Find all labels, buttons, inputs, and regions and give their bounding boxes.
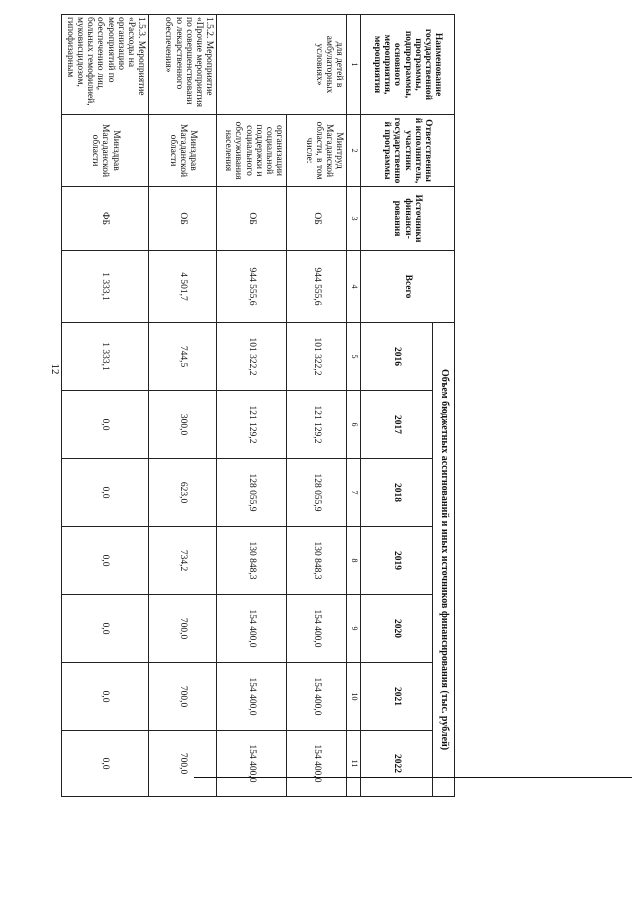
row-executor-cell: Минздрав Магаданской области bbox=[62, 115, 149, 187]
header-year: 2018 bbox=[361, 459, 433, 527]
row-value-cell: 101 322,2 bbox=[217, 323, 287, 391]
row-name-cell: 1.5.3. Мероприятие «Расходы на организацию мероприятий по обеспечению лиц, больных гемофилией, муковисцидозом, гипофизарным bbox=[62, 15, 149, 115]
header-year: 2022 bbox=[361, 731, 433, 797]
row-value-cell: 0,0 bbox=[62, 391, 149, 459]
header-year: 2019 bbox=[361, 527, 433, 595]
column-number: 2 bbox=[347, 115, 361, 187]
row-value-cell: 154 400,0 bbox=[217, 731, 287, 797]
column-number: 5 bbox=[347, 323, 361, 391]
row-value-cell: 300,0 bbox=[149, 391, 217, 459]
header-year: 2021 bbox=[361, 663, 433, 731]
header-total: Всего bbox=[361, 251, 455, 323]
row-value-cell: 128 055,9 bbox=[287, 459, 347, 527]
row-value-cell: 0,0 bbox=[62, 663, 149, 731]
row-executor-cell: организации социальной поддержки и социального обслуживания населения bbox=[217, 115, 287, 187]
row-value-cell: 130 848,3 bbox=[287, 527, 347, 595]
table-row bbox=[287, 15, 347, 797]
row-value-cell: 121 129,2 bbox=[217, 391, 287, 459]
table-row bbox=[217, 15, 287, 797]
row-name-cell: 1.5.2. Мероприятие «Прочие мероприятия по совершенствовани ю лекарственного обеспечения» bbox=[149, 15, 217, 115]
header-row-1 bbox=[433, 15, 455, 797]
row-total-cell: 944 555,6 bbox=[287, 251, 347, 323]
row-value-cell: 1 333,1 bbox=[62, 323, 149, 391]
header-executor: Ответственный исполнитель, участник государственной программы bbox=[361, 115, 455, 187]
row-value-cell: 700,0 bbox=[149, 663, 217, 731]
header-year: 2017 bbox=[361, 391, 433, 459]
row-value-cell: 700,0 bbox=[149, 595, 217, 663]
row-value-cell: 744,5 bbox=[149, 323, 217, 391]
column-number: 10 bbox=[347, 663, 361, 731]
row-value-cell: 0,0 bbox=[62, 595, 149, 663]
header-year: 2020 bbox=[361, 595, 433, 663]
row-total-cell: 1 333,1 bbox=[62, 251, 149, 323]
column-number: 6 bbox=[347, 391, 361, 459]
row-value-cell: 0,0 bbox=[62, 731, 149, 797]
column-number: 11 bbox=[347, 731, 361, 797]
row-source-cell: ФБ bbox=[62, 187, 149, 251]
row-value-cell: 154 400,0 bbox=[217, 663, 287, 731]
header-name: Наименование государственной программы, подпрограммы, основного мероприятия, мероприятия bbox=[361, 15, 455, 115]
row-source-cell: ОБ bbox=[217, 187, 287, 251]
column-numbers-row bbox=[347, 15, 361, 797]
financing-table-rotated bbox=[64, 14, 455, 796]
column-number: 4 bbox=[347, 251, 361, 323]
row-source-cell: ОБ bbox=[287, 187, 347, 251]
row-value-cell: 0,0 bbox=[62, 527, 149, 595]
row-value-cell: 101 322,2 bbox=[287, 323, 347, 391]
header-year: 2016 bbox=[361, 323, 433, 391]
row-value-cell: 154 400,0 bbox=[287, 595, 347, 663]
row-source-cell: ОБ bbox=[149, 187, 217, 251]
row-value-cell: 154 400,0 bbox=[287, 663, 347, 731]
row-value-cell: 623,0 bbox=[149, 459, 217, 527]
row-value-cell: 121 129,2 bbox=[287, 391, 347, 459]
table-row bbox=[149, 15, 217, 797]
column-number: 8 bbox=[347, 527, 361, 595]
row-value-cell: 0,0 bbox=[62, 459, 149, 527]
table-row bbox=[62, 15, 149, 797]
row-total-cell: 4 501,7 bbox=[149, 251, 217, 323]
row-value-cell: 700,0 bbox=[149, 731, 217, 797]
row-name-cell: для детей в амбулаторных условиях» bbox=[217, 15, 347, 115]
header-funding-group: Объем бюджетных ассигнований и иных источников финансирования (тыс. рублей) bbox=[433, 323, 455, 797]
financing-table bbox=[61, 14, 455, 797]
row-value-cell: 154 400,0 bbox=[217, 595, 287, 663]
column-number: 1 bbox=[347, 15, 361, 115]
row-executor-cell: Минтруд Магаданской области, в том числе: bbox=[287, 115, 347, 187]
row-value-cell: 128 055,9 bbox=[217, 459, 287, 527]
row-executor-cell: Минздрав Магаданской области bbox=[149, 115, 217, 187]
footer-rule bbox=[194, 777, 632, 778]
row-value-cell: 130 848,3 bbox=[217, 527, 287, 595]
column-number: 3 bbox=[347, 187, 361, 251]
row-total-cell: 944 555,6 bbox=[217, 251, 287, 323]
column-number: 9 bbox=[347, 595, 361, 663]
row-value-cell: 154 400,0 bbox=[287, 731, 347, 797]
row-value-cell: 734,2 bbox=[149, 527, 217, 595]
page-number: 12 bbox=[49, 363, 61, 375]
header-source: Источники финанси-рования bbox=[361, 187, 455, 251]
column-number: 7 bbox=[347, 459, 361, 527]
